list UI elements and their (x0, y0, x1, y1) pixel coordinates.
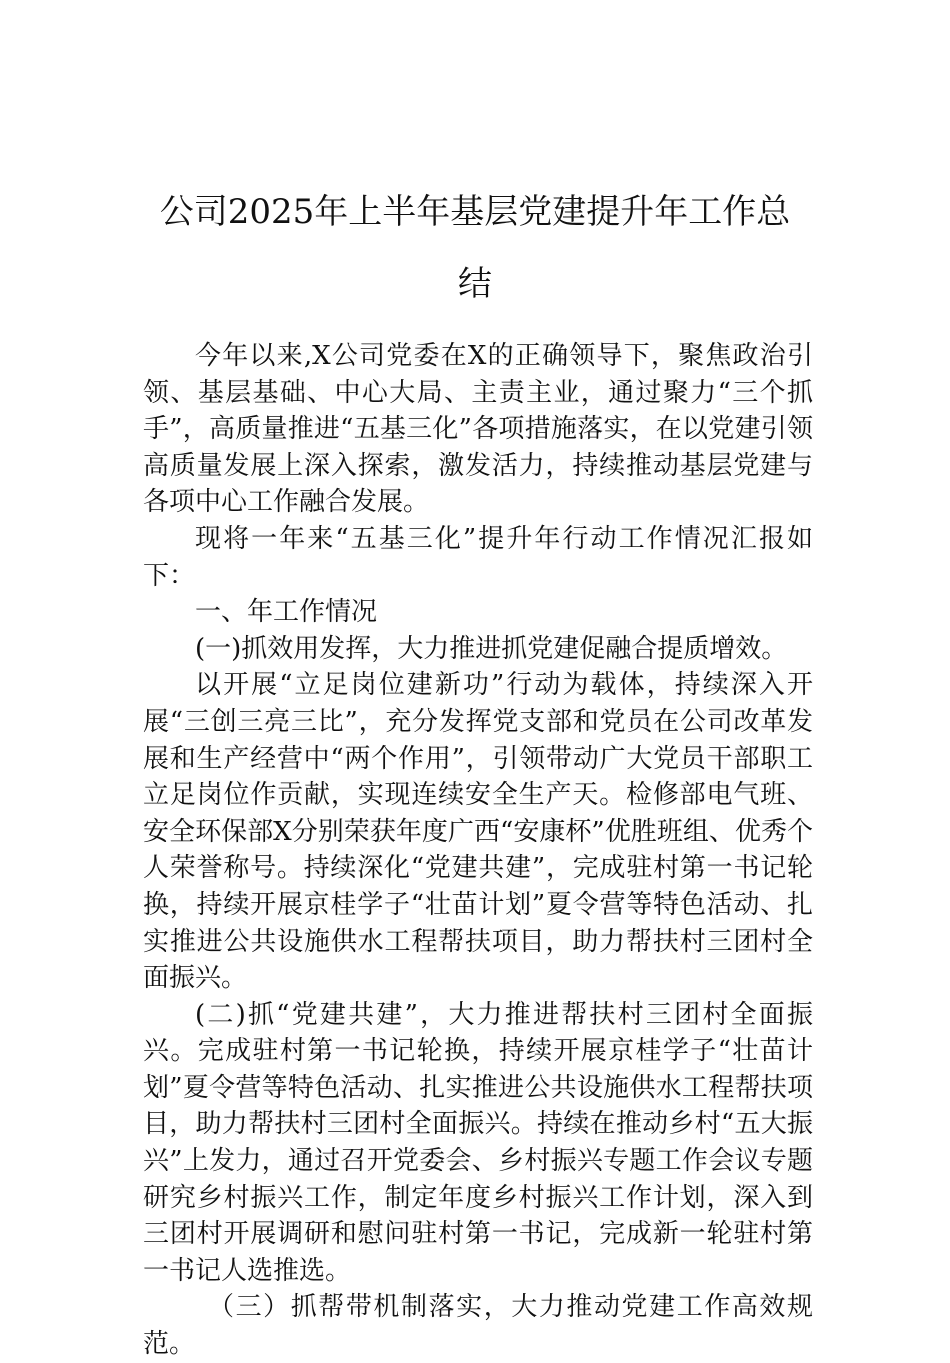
section-heading-1: 一、年工作情况 (195, 597, 378, 628)
document-body (143, 338, 813, 1363)
title-line-2: 结 (458, 264, 492, 304)
subsection-2-paragraph: (二)抓“党建共建”，大力推进帮扶村三团村全面振兴。完成驻村第一书记轮换，持续开展京桂学子“壮苗计划”夏令营等特色活动、扎实推进公共设施供水工程帮扶项目，助力帮扶村三团村全面振兴。持续在推动乡村“五大振兴”上发力，通过召开党委会、乡村振兴专题工作会议专题研究乡村振兴工作，制定年度乡村振兴工作计划，深入到三团村开展调研和慰问驻村第一书记，完成新一轮驻村第一书记人选推选。 (143, 999, 813, 1286)
intro-paragraph: 今年以来,X公司党委在X的正确领导下，聚焦政治引领、基层基础、中心大局、主责主业，通过聚力“三个抓手”，高质量推进“五基三化”各项措施落实，在以党建引领高质量发展上深入探索，激发活力，持续推动基层党建与各项中心工作融合发展。 (143, 341, 813, 518)
document-title (120, 176, 830, 320)
subsection-heading-3: （三）抓帮带机制落实，大力推动党建工作高效规范。 (143, 1292, 813, 1360)
subsection-1-paragraph: 以开展“立足岗位建新功”行动为载体，持续深入开展“三创三亮三比”，充分发挥党支部和党员在公司改革发展和生产经营中“两个作用”，引领带动广大党员干部职工立足岗位作贡献，实现连续安全生产天。检修部电气班、安全环保部X分别荣获年度广西“安康杯”优胜班组、优秀个人荣誉称号。持续深化“党建共建”，完成驻村第一书记轮换，持续开展京桂学子“壮苗计划”夏令营等特色活动、扎实推进公共设施供水工程帮扶项目，助力帮扶村三团村全面振兴。 (143, 670, 813, 994)
report-intro-paragraph: 现将一年来“五基三化”提升年行动工作情况汇报如下： (143, 523, 813, 591)
subsection-heading-1: (一)抓效用发挥，大力推进抓党建促融合提质增效。 (195, 633, 788, 664)
title-line-1: 公司2025年上半年基层党建提升年工作总 (159, 192, 791, 232)
